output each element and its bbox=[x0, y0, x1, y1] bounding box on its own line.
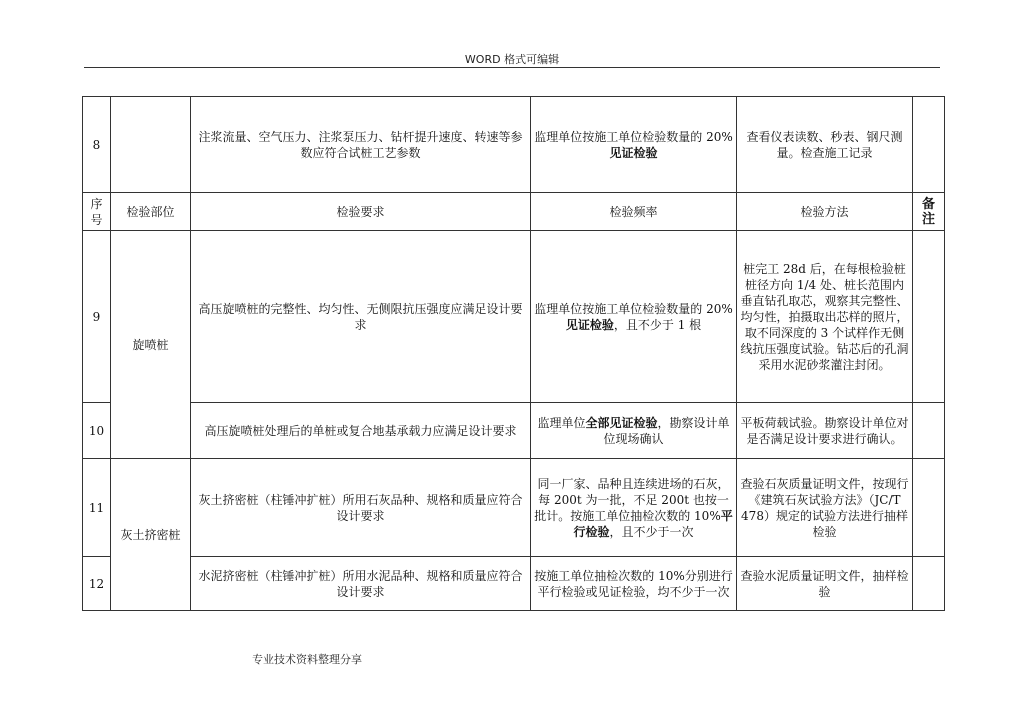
row-number: 12 bbox=[83, 557, 111, 611]
row-number: 8 bbox=[83, 97, 111, 193]
col-header-frequency: 检验频率 bbox=[531, 193, 737, 231]
inspection-frequency: 同一厂家、品种且连续进场的石灰，每 200t 为一批，不足 200t 也按一批计。按施工单位抽检次数的 10%平行检验，且不少于一次 bbox=[531, 459, 737, 557]
table-row bbox=[83, 459, 945, 557]
inspection-method: 平板荷载试验。勘察设计单位对是否满足设计要求进行确认。 bbox=[737, 403, 913, 459]
inspection-requirement: 高压旋喷桩的完整性、均匀性、无侧限抗压强度应满足设计要求 bbox=[191, 231, 531, 403]
inspection-requirement: 水泥挤密桩（柱锤冲扩桩）所用水泥品种、规格和质量应符合设计要求 bbox=[191, 557, 531, 611]
inspection-method: 查看仪表读数、秒表、钢尺测量。检查施工记录 bbox=[737, 97, 913, 193]
remark-cell bbox=[913, 403, 945, 459]
inspection-requirement: 灰土挤密桩（柱锤冲扩桩）所用石灰品种、规格和质量应符合设计要求 bbox=[191, 459, 531, 557]
remark-cell bbox=[913, 557, 945, 611]
inspection-requirement: 注浆流量、空气压力、注浆泵压力、钻杆提升速度、转速等参数应符合试桩工艺参数 bbox=[191, 97, 531, 193]
inspection-part bbox=[111, 97, 191, 193]
inspection-requirement: 高压旋喷桩处理后的单桩或复合地基承载力应满足设计要求 bbox=[191, 403, 531, 459]
table-row bbox=[83, 97, 945, 193]
row-number: 11 bbox=[83, 459, 111, 557]
col-header-remark: 备注 bbox=[913, 193, 945, 231]
column-header-row bbox=[83, 193, 945, 231]
table-row bbox=[83, 557, 945, 611]
table-row bbox=[83, 403, 945, 459]
col-header-method: 检验方法 bbox=[737, 193, 913, 231]
inspection-frequency: 监理单位按施工单位检验数量的 20%见证检验，且不少于 1 根 bbox=[531, 231, 737, 403]
page-footer-text: 专业技术资料整理分享 bbox=[252, 653, 362, 666]
inspection-method: 查验石灰质量证明文件，按现行《建筑石灰试验方法》（JC/T 478）规定的试验方法进行抽样检验 bbox=[737, 459, 913, 557]
remark-cell bbox=[913, 459, 945, 557]
inspection-part: 旋喷桩 bbox=[111, 231, 191, 459]
row-number: 9 bbox=[83, 231, 111, 403]
col-header-part: 检验部位 bbox=[111, 193, 191, 231]
table-row bbox=[83, 231, 945, 403]
inspection-method: 桩完工 28d 后，在每根检验桩桩径方向 1/4 处、桩长范围内垂直钻孔取芯，观察其完整性、均匀性，拍摄取出芯样的照片，取不同深度的 3 个试样作无侧线抗压强度试验。钻芯后的孔洞采用水泥砂浆灌注封闭。 bbox=[737, 231, 913, 403]
col-header-requirement: 检验要求 bbox=[191, 193, 531, 231]
row-number: 10 bbox=[83, 403, 111, 459]
inspection-part: 灰土挤密桩 bbox=[111, 459, 191, 611]
page-header-title: WORD 格式可编辑 bbox=[464, 53, 560, 66]
inspection-table bbox=[82, 96, 945, 611]
inspection-frequency: 监理单位按施工单位检验数量的 20%见证检验 bbox=[531, 97, 737, 193]
inspection-frequency: 按施工单位抽检次数的 10%分别进行平行检验或见证检验，均不少于一次 bbox=[531, 557, 737, 611]
inspection-method: 查验水泥质量证明文件，抽样检验 bbox=[737, 557, 913, 611]
remark-cell bbox=[913, 97, 945, 193]
remark-cell bbox=[913, 231, 945, 403]
col-header-no: 序号 bbox=[83, 193, 111, 231]
inspection-frequency: 监理单位全部见证检验，勘察设计单位现场确认 bbox=[531, 403, 737, 459]
header-rule bbox=[84, 67, 940, 68]
